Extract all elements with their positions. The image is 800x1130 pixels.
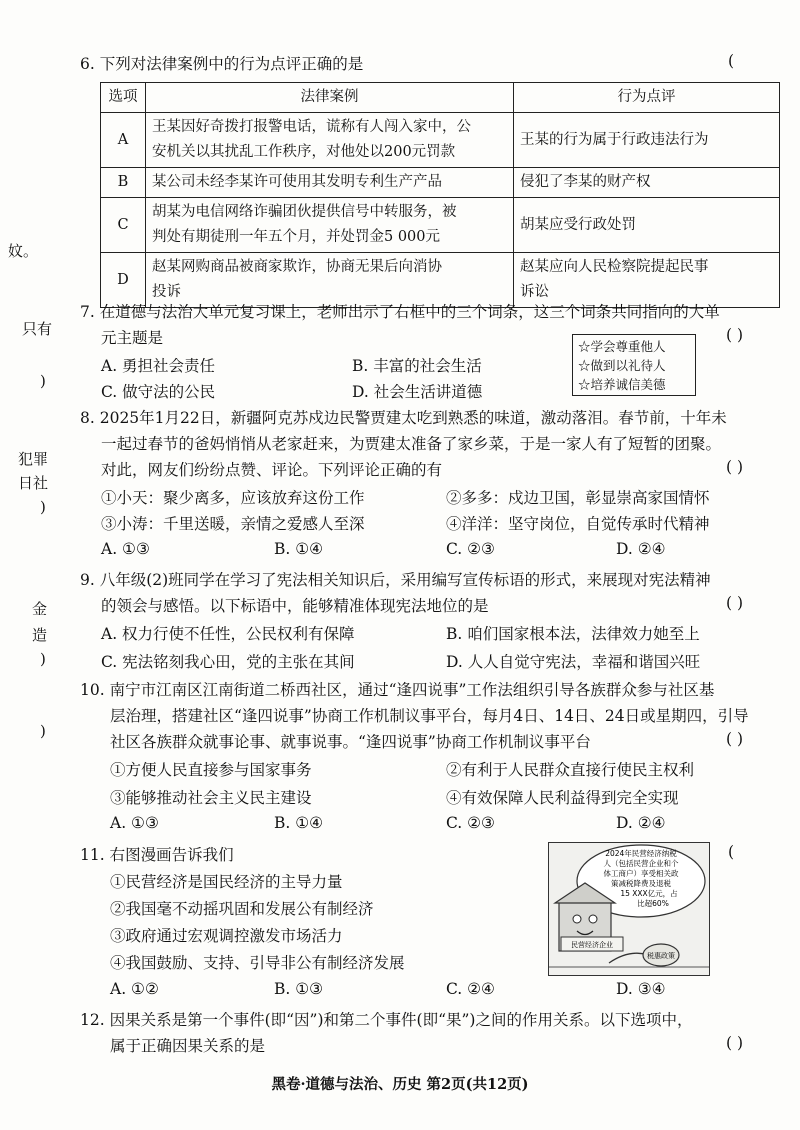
option: B. ①③ <box>274 980 324 998</box>
q7-stem: 7. 在道德与法治大单元复习课上，老师出示了右框中的三个词条，这三个词条共同指向的大单 <box>80 303 720 321</box>
option: D. ③④ <box>616 980 666 998</box>
q11-stem: 11. 右图漫画告诉我们 <box>80 846 234 864</box>
cloud-text: 人（包括民营企业和个 <box>603 859 679 868</box>
q10-stem: 层治理，搭建社区“逢四说事”协商工作机制议事平台，每月4日、14日、24日或星期四，引导 <box>110 707 749 725</box>
option: A. ①③ <box>101 540 150 558</box>
option-letter: A <box>101 113 146 168</box>
option: D. 人人自觉守宪法，幸福和谐国兴旺 <box>446 653 701 671</box>
table-row <box>101 198 780 253</box>
option-letter: B <box>101 168 146 198</box>
comment-cell: 侵犯了李某的财产权 <box>514 168 780 198</box>
option: B. ①④ <box>274 540 324 558</box>
option: B. 丰富的社会生活 <box>352 357 482 375</box>
statement: ③政府通过宏观调控激发市场活力 <box>110 927 343 945</box>
term-box: ☆学会尊重他人 ☆做到以礼待人 ☆培养诚信美德 <box>572 334 696 396</box>
bag-text: 税惠政策 <box>647 952 675 960</box>
statement: ①小天：聚少离多，应该放弃这份工作 <box>101 489 365 507</box>
statement: ①民营经济是国民经济的主导力量 <box>110 873 343 891</box>
q8-answer-paren: ( ) <box>726 458 744 476</box>
q12-stem: 属于正确因果关系的是 <box>110 1037 266 1055</box>
margin-note: 金 <box>32 600 48 618</box>
cloud-text: 15 XXX亿元，占 <box>620 889 678 898</box>
q11-answer-paren: ( <box>728 843 735 861</box>
option: C. 宪法铭刻我心田，党的主张在其间 <box>101 653 355 671</box>
statement: ②有利于人民群众直接行使民主权利 <box>446 761 695 779</box>
q8-stem: 8. 2025年1月22日，新疆阿克苏戍边民警贾建太吃到熟悉的味道，激动落泪。春节前，十年未 <box>80 409 727 427</box>
margin-note: ) <box>40 372 46 390</box>
statement: ③能够推动社会主义民主建设 <box>110 789 312 807</box>
option: C. 做守法的公民 <box>101 383 216 401</box>
margin-note: 犯罪 <box>18 450 49 468</box>
option: C. ②③ <box>446 540 495 558</box>
q10-stem: 社区各族群众就事论事、就事说事。“逢四说事”协商工作机制议事平台 <box>110 733 591 751</box>
option-letter: C <box>101 198 146 253</box>
q10-stem: 10. 南宁市江南区江南街道二桥西社区，通过“逢四说事”工作法组织引导各族群众参与社区基 <box>80 681 715 699</box>
cloud-text: 比超60% <box>637 899 669 908</box>
q9-stem: 9. 八年级(2)班同学在学习了宪法相关知识后，采用编写宣传标语的形式，来展现对宪法精神 <box>80 571 711 589</box>
option: A. 权力行使不任性，公民权利有保障 <box>101 625 355 643</box>
statement: ④我国鼓励、支持、引导非公有制经济发展 <box>110 954 405 972</box>
q7-stem: 元主题是 <box>101 329 164 347</box>
q8-stem: 对此，网友们纷纷点赞、评论。下列评论正确的有 <box>101 461 443 479</box>
option: C. ②③ <box>446 814 495 832</box>
case-cell: 王某因好奇拨打报警电话，谎称有人闯入家中，公 安机关以其扰乱工作秩序，对他处以200元罚款 <box>146 113 514 168</box>
margin-note: 造 <box>32 626 48 644</box>
table-row <box>101 113 780 168</box>
option: B. 咱们国家根本法，法律效力她至上 <box>446 625 700 643</box>
statement: ②多多：戍边卫国，彰显崇高家国情怀 <box>446 489 710 507</box>
margin-note: ) <box>40 498 46 516</box>
option: A. 勇担社会责任 <box>101 357 216 375</box>
q9-answer-paren: ( ) <box>726 594 744 612</box>
margin-note: ) <box>40 722 46 740</box>
case-cell: 某公司未经李某许可使用其发明专利生产产品 <box>146 168 514 198</box>
option: C. ②④ <box>446 980 495 998</box>
option: D. ②④ <box>616 540 666 558</box>
margin-note: 只有 <box>22 320 53 338</box>
q8-stem: 一起过春节的爸妈悄悄从老家赶来，为贾建太准备了家乡菜，于是一家人有了短暂的团聚。 <box>101 435 722 453</box>
case-cell: 赵某网购商品被商家欺诈，协商无果后向消协 投诉 <box>146 253 514 308</box>
margin-note: 日社 <box>18 474 49 492</box>
option-letter: D <box>101 253 146 308</box>
table-header: 法律案例 <box>146 83 514 113</box>
cloud-text: 体工商户）享受相关政 <box>603 869 679 878</box>
table-header: 选项 <box>101 83 146 113</box>
page-footer: 黑卷·道德与法治、历史 第2页(共12页) <box>271 1076 529 1093</box>
q9-stem: 的领会与感悟。以下标语中，能够精准体现宪法地位的是 <box>101 597 489 615</box>
q12-stem: 12. 因果关系是第一个事件(即“因”)和第二个事件(即“果”)之间的作用关系。以下选项中， <box>80 1011 693 1029</box>
comment-cell: 赵某应向人民检察院提起民事 诉讼 <box>514 253 780 308</box>
q7-answer-paren: ( ) <box>726 326 744 344</box>
comment-cell: 胡某应受行政处罚 <box>514 198 780 253</box>
statement: ①方便人民直接参与国家事务 <box>110 761 312 779</box>
q12-answer-paren: ( ) <box>726 1034 744 1052</box>
option: A. ①② <box>110 980 159 998</box>
sign-text: 民营经济企业 <box>571 941 613 949</box>
q6-stem: 6. 下列对法律案例中的行为点评正确的是 <box>80 55 364 73</box>
margin-note: ) <box>40 650 46 668</box>
case-cell: 胡某为电信网络诈骗团伙提供信号中转服务，被 判处有期徒刑一年五个月，并处罚金5 000元 <box>146 198 514 253</box>
margin-note: 妏。 <box>8 242 39 260</box>
q6-table <box>100 82 780 308</box>
cloud-text: 2024年民营经济纳税 <box>605 849 677 858</box>
statement: ④洋洋：坚守岗位，自觉传承时代精神 <box>446 515 710 533</box>
option: A. ①③ <box>110 814 159 832</box>
table-header: 行为点评 <box>514 83 780 113</box>
statement: ④有效保障人民利益得到完全实现 <box>446 789 679 807</box>
table-row <box>101 168 780 198</box>
statement: ②我国毫不动摇巩固和发展公有制经济 <box>110 900 374 918</box>
statement: ③小涛：千里送暖，亲情之爱感人至深 <box>101 515 365 533</box>
q10-answer-paren: ( ) <box>726 730 744 748</box>
option: D. 社会生活讲道德 <box>352 383 483 401</box>
comment-cell: 王某的行为属于行政违法行为 <box>514 113 780 168</box>
cloud-text: 策减税降费及退税 <box>611 879 671 888</box>
economy-cartoon <box>548 842 710 976</box>
option: D. ②④ <box>616 814 666 832</box>
q6-answer-paren: ( <box>728 52 735 70</box>
option: B. ①④ <box>274 814 324 832</box>
